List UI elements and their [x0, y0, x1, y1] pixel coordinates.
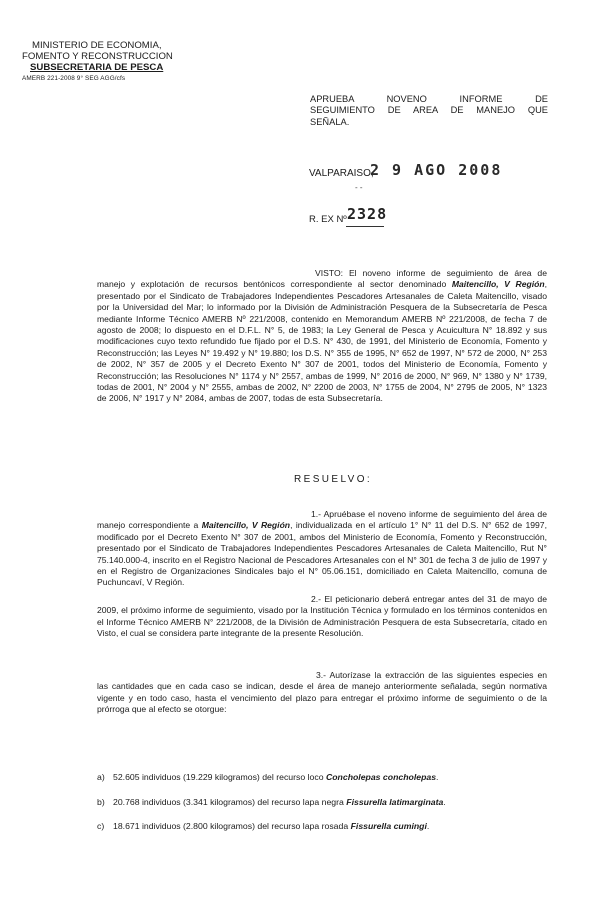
- article-2-text: 2.- El peticionario deberá entregar antes del 31 de mayo de 2009, el próximo informe de seguimiento, visado por la Institución Técnica y formulado en los términos contenidos en el Informe Técnico AMERB N° 221/2008, de la División de Administración Pesquera de esta Subsecretaría, citado en Visto, el cual se considera parte integrante de la presente Resolución.: [97, 594, 547, 639]
- resolution-subject: [310, 94, 548, 128]
- undersecretary-name: SUBSECRETARIA DE PESCA: [30, 62, 164, 74]
- item-species: Fissurella cumingi: [350, 821, 427, 831]
- article-2: [97, 594, 547, 640]
- article-1: [97, 509, 547, 589]
- item-end: .: [436, 772, 439, 782]
- visto-lead: VISTO:: [315, 268, 344, 278]
- ministry-line-1: MINISTERIO DE ECONOMIA,: [32, 40, 162, 51]
- item-end: .: [443, 797, 446, 807]
- ministry-line-2: FOMENTO Y RECONSTRUCCION: [22, 51, 173, 63]
- visto-text-2: , presentado por el Sindicato de Trabajadores Independientes Pescadores Artesanales de Caleta Maitencillo, visado por la Universidad del Mar; lo informado por la División de Administración Pesquera de la Subsecretaría de Pesca mediante Informe Técnico AMERB Nº 221/2008, contenido en Memorandum AMERB Nº 221/2008, de fecha 7 de agosto de 2008; lo dispuesto en el D.F.L. N° 5, de 1983; la Ley General de Pesca y Acuicultura N° 18.892 y sus modificaciones cuyo texto refundido fue fijado por el D.S. N° 430, de 1991, del Ministerio de Economía, Fomento y Reconstrucción; las Leyes N° 19.492 y N° 19.880; los D.S. N° 355 de 1995, N° 652 de 1997, N° 572 de 2000, N° 253 de 2002, N° 357 de 2005 y el Decreto Exento N° 307 de 2001, todos del Ministerio de Economía, Fomento y Reconstrucción; las Resoluciones N° 1174 y N° 2557, ambas de 1999, N° 2016 de 2000, N° 969, N° 1380 y N° 1739, todas de 2001, N° 2004 y N° 2555, ambas de 2002, N° 2200 de 2003, N° 1755 de 2004, N° 2795 de 2005, N° 1323 de 2006, N° 1917 y N° 2084, ambas de 2007, todas de esta Subsecretaría.: [97, 279, 547, 404]
- item-species: Concholepas concholepas: [325, 772, 437, 782]
- reference-code: AMERB 221-2008 9° SEG AGG/cfs: [22, 74, 126, 82]
- visto-text-1: El noveno informe de seguimiento de área de manejo y explotación de recursos bentónicos correspondiente al sector denominado: [97, 268, 547, 290]
- species-item: [97, 772, 547, 783]
- item-marker: a): [97, 772, 105, 782]
- visto-place: Maitencillo, V Región: [451, 279, 545, 290]
- article-1-text-1: 1.- Apruébase el noveno informe de seguimiento del área de manejo correspondiente a: [97, 509, 547, 531]
- article-3-text: 3.- Autorízase la extracción de las siguientes especies en las cantidades que en cada caso se indican, desde el área de manejo anteriormente señalada, según normativa vigente y en todo caso, hasta el vencimiento del plazo para entregar el próximo informe de seguimiento o de la prórroga que al efecto se otorgue:: [97, 670, 547, 715]
- subject-line-3: SEÑALA.: [310, 116, 350, 127]
- item-species: Fissurella latimarginata: [346, 797, 444, 807]
- species-item: [97, 821, 547, 832]
- resolution-number: 2328: [347, 205, 388, 223]
- resuelvo-heading: RESUELVO:: [294, 474, 373, 485]
- species-item: [97, 797, 547, 808]
- letterhead: [22, 40, 222, 83]
- item-text: 18.671 individuos (2.800 kilogramos) del recurso lapa rosada: [113, 821, 351, 831]
- item-text: 20.768 individuos (3.341 kilogramos) del recurso lapa negra: [113, 797, 347, 807]
- article-1-text-2: , individualizada en el artículo 1° N° 11 del D.S. N° 652 de 1997, modificado por el Decreto Exento N° 307 de 2001, ambos del Ministerio de Economía, Fomento y Reconstrucción, presentado por el Sindicato de Trabajadores Independientes Pescadores Artesanales de Caleta Maitencillo, Rut N° 75.140.000-4, inscrito en el Registro Nacional de Pescadores Artesanales con el N° 301 de fecha 3 de julio de 1997 y en el Registro de Organizaciones Sindicales bajo el N° 05.06.151, domiciliado en Caleta Maitencillo, comuna de Puchuncaví, V Región.: [97, 520, 547, 588]
- resolution-number-underline: [346, 226, 384, 227]
- item-marker: c): [97, 821, 105, 831]
- subject-line-2: SEGUIMIENTO DE AREA DE MANEJO QUE: [310, 105, 548, 116]
- date-stamp: 2 9 AGO 2008: [370, 161, 503, 179]
- article-1-place: Maitencillo, V Región: [201, 520, 291, 531]
- dateline-place: VALPARAISO,: [309, 168, 374, 179]
- article-3: [97, 670, 547, 716]
- date-ticks: - -: [355, 183, 363, 192]
- item-text: 52.605 individuos (19.229 kilogramos) del recurso loco: [113, 772, 326, 782]
- resolution-number-label: R. EX Nº: [309, 214, 347, 225]
- item-end: .: [426, 821, 430, 831]
- item-marker: b): [97, 797, 105, 807]
- subject-line-1: APRUEBA NOVENO INFORME DE: [310, 94, 548, 104]
- visto-paragraph: [97, 268, 547, 405]
